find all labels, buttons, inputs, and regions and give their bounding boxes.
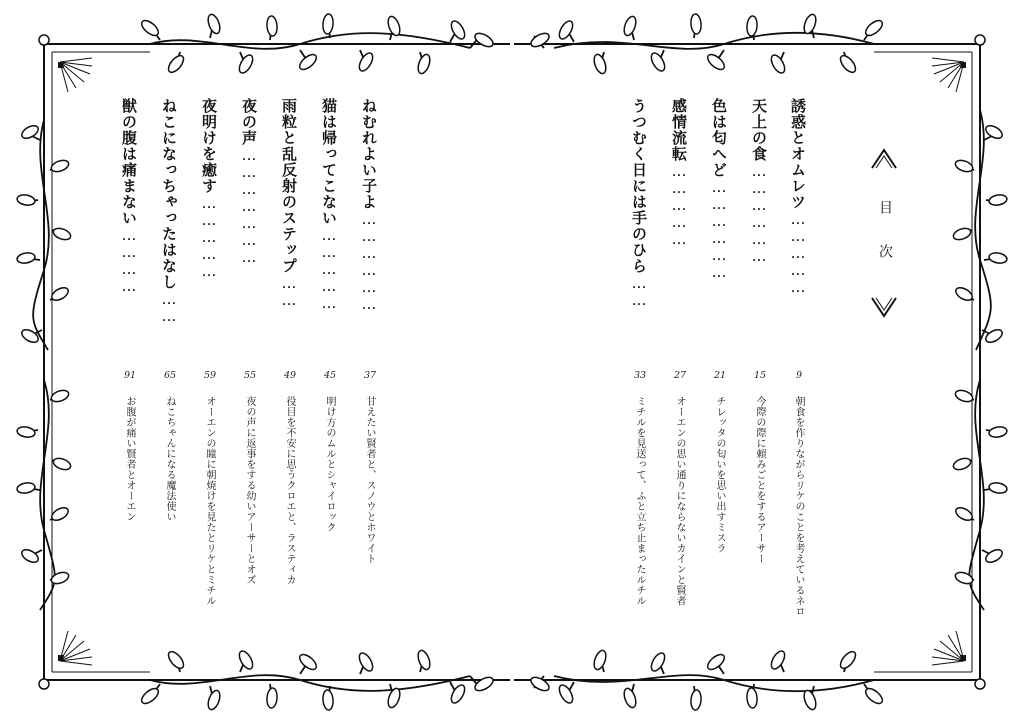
toc-entry-desc: 夜の声に返事をする幼いアーサーとオズ [244,396,255,585]
toc-entry-page: 15 [753,370,767,381]
toc-entry-page: 49 [283,370,297,381]
corner-ornament-icon [975,679,985,689]
toc-heading: 目次 [877,200,893,288]
right-ornamental-frame [514,0,1024,723]
toc-entry-page: 27 [673,370,687,381]
left-page [0,0,510,723]
toc-entry-desc: 役目を不安に思うクロエと、ラスティカ [284,396,295,585]
toc-entry-title[interactable]: うつむく日には手のひら…… [630,98,648,308]
corner-ornament-icon [39,679,49,689]
chevron-up-icon [872,150,896,168]
toc-entry-desc: お腹が痛い賢者とオーエン [124,396,135,522]
toc-entry-desc: 甘えたい賢者と、スノウとホワイト [364,396,375,564]
toc-entry-title[interactable]: 猫は帰ってこない…………… [320,98,338,311]
toc-entry-desc: 朝食を作りながらリケのことを考えているネロ [793,396,804,617]
toc-entry-title[interactable]: 色は匂へど……………… [710,98,728,280]
toc-entry-desc: ミチルを見送って、ふと立ち止まったルチル [634,396,645,606]
toc-entry-title[interactable]: 夜の声………………… [240,98,258,265]
toc-entry-page: 55 [243,370,257,381]
toc-entry-title[interactable]: 獣の腹は痛まない………… [120,98,138,294]
toc-entry-title[interactable]: ねむれよい子よ……………… [360,98,378,312]
corner-ornament-icon [975,35,985,45]
toc-entry-page: 9 [795,370,803,381]
chevron-down-icon [872,298,896,316]
toc-entry-title[interactable]: 雨粒と乱反射のステップ…… [280,98,298,308]
toc-entry-page: 45 [323,370,337,381]
toc-entry-page: 33 [633,370,647,381]
toc-entry-desc: オーエンの思い通りにならないカインと賢者 [674,396,685,606]
toc-entry-page: 91 [123,370,137,381]
toc-entry-desc: チレッタの匂いを思い出すミスラ [714,396,725,554]
toc-entry-title[interactable]: 夜明けを癒す…………… [200,98,218,279]
right-page [514,0,1024,723]
toc-entry-title[interactable]: ねこになっちゃったはなし…… [160,98,178,324]
toc-entry-page: 37 [363,370,377,381]
toc-entry-desc: ねこちゃんになる魔法使い [164,396,175,522]
toc-entry-title[interactable]: 天上の食……………… [750,98,768,264]
toc-entry-title[interactable]: 誘惑とオムレツ…………… [789,98,807,295]
corner-ornament-icon [39,35,49,45]
toc-entry-page: 65 [163,370,177,381]
toc-entry-title[interactable]: 感情流転…………… [670,98,688,247]
toc-entry-page: 59 [203,370,217,381]
toc-entry-desc: 明け方のムルとシャイロック [324,396,335,533]
toc-entry-desc: 今際の際に頼みごとをするアーサー [754,396,765,564]
toc-entry-desc: オーエンの瞳に朝焼けを見たとリケとミチル [204,396,215,606]
toc-entry-page: 21 [713,370,727,381]
